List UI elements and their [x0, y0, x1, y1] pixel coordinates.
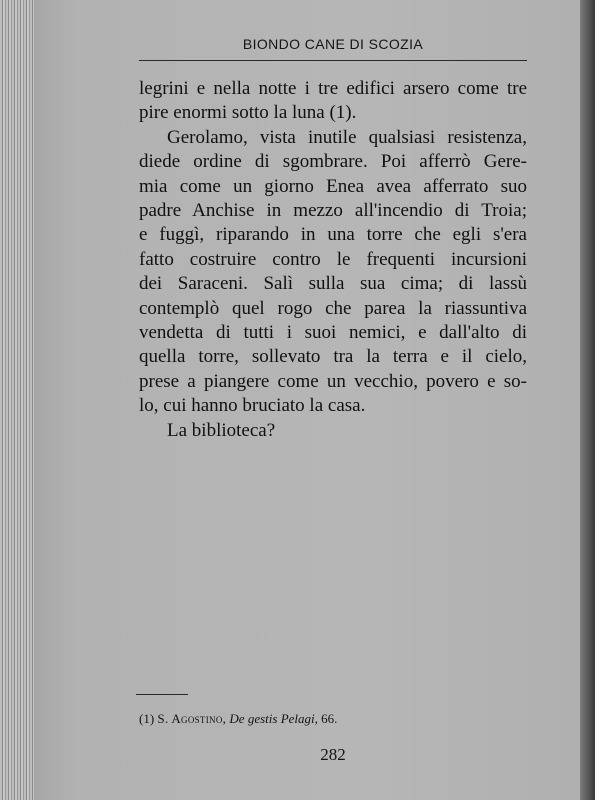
footnote-marker: (1)	[139, 711, 155, 726]
text-line: mia come un giorno Enea avea afferrato suo	[139, 175, 527, 197]
text-line: legrini e nella notte i tre edifici arsero come tre	[139, 78, 527, 99]
footnote	[139, 711, 337, 727]
footnote-title: De gestis Pelagi,	[229, 711, 318, 726]
text-line: quella torre, sollevato tra la terra e il cielo,	[139, 346, 527, 368]
text-line: diede ordine di sgombrare. Poi afferrò Gere-	[139, 151, 527, 173]
running-head: BIONDO CANE DI SCOZIA	[242, 36, 424, 52]
footnote-rule	[136, 694, 188, 695]
text-line: La biblioteca?	[167, 419, 276, 441]
text-line: fatto costruire contro le frequenti incursioni	[139, 248, 527, 270]
binding-shadow	[580, 0, 595, 800]
text-line: dei Saraceni. Salì sulla sua cima; di lassù	[139, 273, 527, 295]
body-text	[139, 77, 527, 443]
text-line: contemplò quel rogo che parea la riassuntiva	[139, 297, 527, 319]
footnote-author: S. Agostino,	[157, 711, 227, 726]
text-line: lo, cui hanno bruciato la casa.	[139, 395, 366, 417]
text-line: padre Anchise in mezzo all'incendio di Troia;	[139, 200, 527, 222]
text-line: e fuggì, riparando in una torre che egli s'era	[139, 224, 527, 246]
page-edges	[0, 0, 34, 800]
text-line: pire enormi sotto la luna (1).	[139, 102, 357, 124]
header-rule	[139, 60, 527, 61]
page-number: 282	[320, 745, 346, 764]
text-line: Gerolamo, vista inutile qualsiasi resistenza,	[167, 126, 527, 148]
text-line: vendetta di tutti i suoi nemici, e dall'alto di	[139, 322, 527, 344]
footnote-page: 66.	[321, 711, 338, 726]
text-line: prese a piangere come un vecchio, povero e so-	[139, 370, 527, 392]
